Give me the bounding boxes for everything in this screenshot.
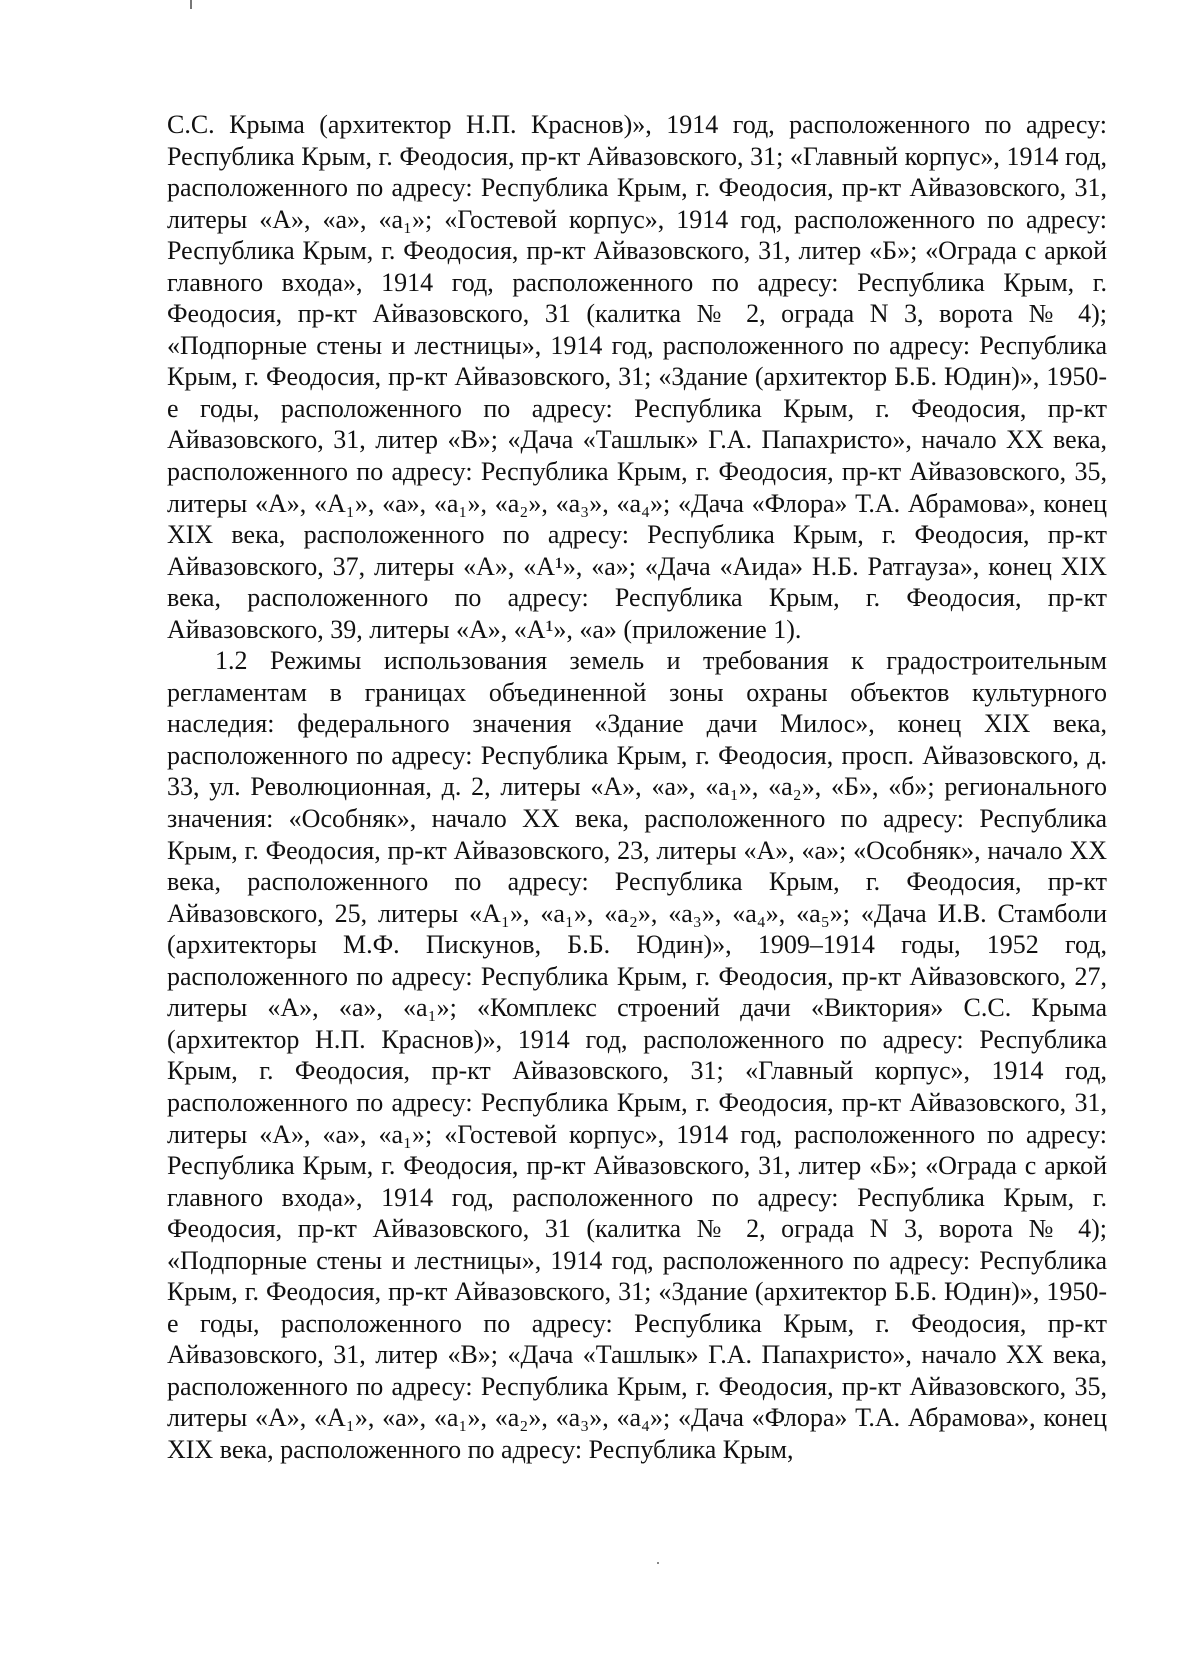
scan-mark xyxy=(190,0,192,9)
paragraph-continuation: С.С. Крыма (архитектор Н.П. Краснов)», 1914 год, расположенного по адресу: Республика Крым, г. Феодосия, пр-кт Айвазовского, 31; «Главный корпус», 1914 год, расположенного по адресу: Республика Крым, г. Феодосия, пр-кт Айвазовского, 31, литеры «А», «а», «а₁»; «Гостевой корпус», 1914 год, расположенного по адресу: Республика Крым, г. Феодосия, пр-кт Айвазовского, 31, литер «Б»; «Ограда с аркой главного входа», 1914 год, расположенного по адресу: Республика Крым, г. Феодосия, пр-кт Айвазовского, 31 (калитка № 2, ограда N 3, ворота № 4); «Подпорные стены и лестницы», 1914 год, расположенного по адресу: Республика Крым, г. Феодосия, пр-кт Айвазовского, 31; «Здание (архитектор Б.Б. Юдин)», 1950-е годы, расположенного по адресу: Республика Крым, г. Феодосия, пр-кт Айвазовского, 31, литер «В»; «Дача «Ташлык» Г.А. Папахристо», начало XX века, расположенного по адресу: Республика Крым, г. Феодосия, пр-кт Айвазовского, 35, литеры «А», «А₁», «а», «а₁», «а₂», «а₃», «а₄»; «Дача «Флора» Т.А. Абрамова», конец XIX века, расположенного по адресу: Республика Крым, г. Феодосия, пр-кт Айвазовского, 37, литеры «А», «А¹», «а»; «Дача «Аида» Н.Б. Ратгауза», конец XIX века, расположенного по адресу: Республика Крым, г. Феодосия, пр-кт Айвазовского, 39, литеры «А», «А¹», «а» (приложение 1). xyxy=(167,110,1107,644)
document-body xyxy=(167,109,1107,1466)
paragraph-section-1-2: 1.2 Режимы использования земель и требования к градостроительным регламентам в границах объединенной зоны охраны объектов культурного наследия: федерального значения «Здание дачи Милос», конец XIX века, расположенного по адресу: Республика Крым, г. Феодосия, просп. Айвазовского, д. 33, ул. Революционная, д. 2, литеры «А», «а», «а₁», «а₂», «Б», «б»; регионального значения: «Особняк», начало XX века, расположенного по адресу: Республика Крым, г. Феодосия, пр-кт Айвазовского, 23, литеры «А», «а»; «Особняк», начало XX века, расположенного по адресу: Республика Крым, г. Феодосия, пр-кт Айвазовского, 25, литеры «А₁», «а₁», «а₂», «а₃», «а₄», «а₅»; «Дача И.В. Стамболи (архитекторы М.Ф. Пискунов, Б.Б. Юдин)», 1909–1914 годы, 1952 год, расположенного по адресу: Республика Крым, г. Феодосия, пр-кт Айвазовского, 27, литеры «А», «а», «а₁»; «Комплекс строений дачи «Виктория» С.С. Крыма (архитектор Н.П. Краснов)», 1914 год, расположенного по адресу: Республика Крым, г. Феодосия, пр-кт Айвазовского, 31; «Главный корпус», 1914 год, расположенного по адресу: Республика Крым, г. Феодосия, пр-кт Айвазовского, 31, литеры «А», «а», «а₁»; «Гостевой корпус», 1914 год, расположенного по адресу: Республика Крым, г. Феодосия, пр-кт Айвазовского, 31, литер «Б»; «Ограда с аркой главного входа», 1914 год, расположенного по адресу: Республика Крым, г. Феодосия, пр-кт Айвазовского, 31 (калитка № 2, ограда N 3, ворота № 4); «Подпорные стены и лестницы», 1914 год, расположенного по адресу: Республика Крым, г. Феодосия, пр-кт Айвазовского, 31; «Здание (архитектор Б.Б. Юдин)», 1950-е годы, расположенного по адресу: Республика Крым, г. Феодосия, пр-кт Айвазовского, 31, литер «В»; «Дача «Ташлык» Г.А. Папахристо», начало XX века, расположенного по адресу: Республика Крым, г. Феодосия, пр-кт Айвазовского, 35, литеры «А», «А₁», «а», «а₁», «а₂», «а₃», «а₄»; «Дача «Флора» Т.А. Абрамова», конец XIX века, расположенного по адресу: Республика Крым, xyxy=(167,646,1107,1464)
scan-speck xyxy=(657,1562,659,1564)
